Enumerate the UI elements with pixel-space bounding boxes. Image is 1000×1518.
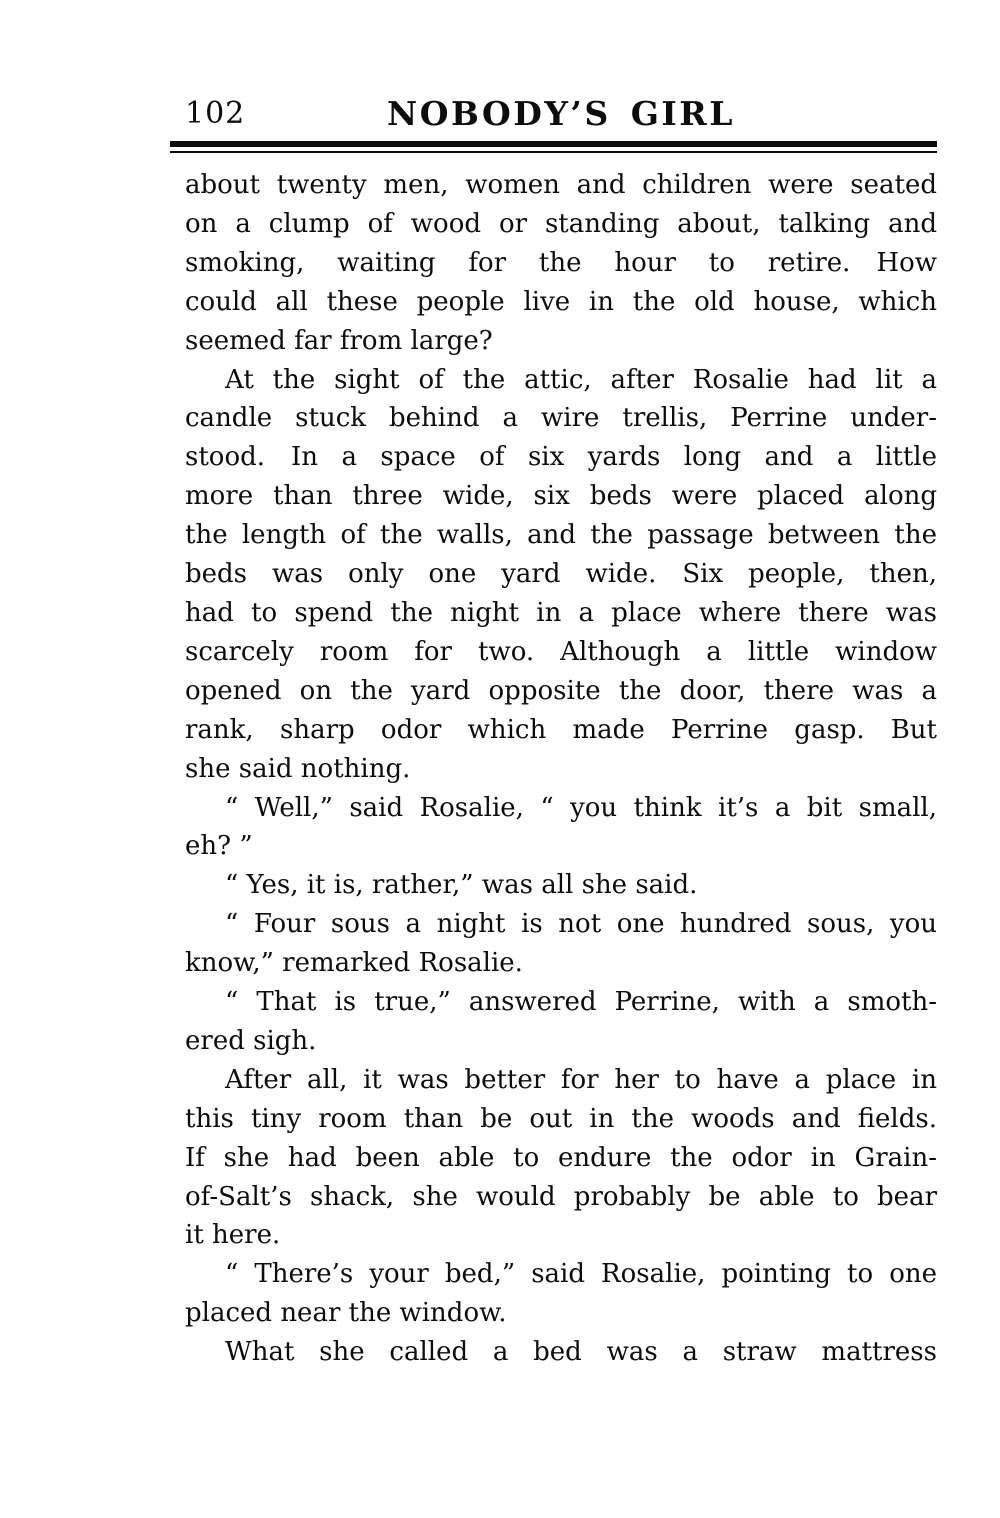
text-line: had to spend the night in a place where there was bbox=[185, 597, 937, 628]
text-line: smoking, waiting for the hour to retire. How bbox=[185, 247, 937, 278]
text-line: candle stuck behind a wire trellis, Perrine under- bbox=[185, 403, 937, 434]
text-line: rank, sharp odor which made Perrine gasp. But bbox=[185, 714, 937, 745]
text-line: beds was only one yard wide. Six people, then, bbox=[185, 559, 937, 590]
text-line: At the sight of the attic, after Rosalie had lit a bbox=[225, 364, 937, 395]
text-line: of-Salt’s shack, she would probably be able to bear bbox=[185, 1181, 937, 1212]
page-title: NOBODY’S GIRL bbox=[387, 94, 735, 133]
text-line: opened on the yard opposite the door, there was a bbox=[185, 675, 937, 706]
text-line: ered sigh. bbox=[185, 1025, 317, 1056]
text-line: “ That is true,” answered Perrine, with a smoth- bbox=[225, 987, 937, 1018]
text-line: What she called a bed was a straw mattress bbox=[225, 1337, 937, 1368]
text-line: seemed far from large? bbox=[185, 325, 493, 356]
text-line: scarcely room for two. Although a little window bbox=[185, 636, 937, 667]
text-line: “ Yes, it is, rather,” was all she said. bbox=[225, 870, 698, 901]
text-line: it here. bbox=[185, 1220, 281, 1251]
header-rule-divider bbox=[170, 141, 937, 153]
text-line: the length of the walls, and the passage between the bbox=[185, 520, 937, 551]
text-line: “ Well,” said Rosalie, “ you think it’s a bit small, bbox=[225, 792, 937, 823]
page-header bbox=[185, 96, 937, 132]
text-line: eh? ” bbox=[185, 831, 253, 862]
text-line: more than three wide, six beds were placed along bbox=[185, 481, 937, 512]
text-line: about twenty men, women and children were seated bbox=[185, 170, 937, 200]
page-number: 102 bbox=[185, 96, 246, 131]
text-line: If she had been able to endure the odor in Grain- bbox=[185, 1142, 937, 1173]
text-line: on a clump of wood or standing about, talking and bbox=[185, 208, 937, 239]
text-line: this tiny room than be out in the woods and fields. bbox=[185, 1103, 937, 1134]
text-line: she said nothing. bbox=[185, 753, 411, 784]
text-line: stood. In a space of six yards long and a little bbox=[185, 442, 937, 473]
text-line: “ There’s your bed,” said Rosalie, pointing to one bbox=[225, 1259, 937, 1290]
text-line: After all, it was better for her to have a place in bbox=[225, 1064, 937, 1095]
body-text bbox=[185, 166, 937, 1372]
page-content bbox=[185, 0, 937, 1372]
text-line: know,” remarked Rosalie. bbox=[185, 948, 523, 979]
text-line: could all these people live in the old house, which bbox=[185, 286, 937, 317]
text-line: “ Four sous a night is not one hundred sous, you bbox=[225, 909, 937, 940]
text-line: placed near the window. bbox=[185, 1298, 507, 1329]
